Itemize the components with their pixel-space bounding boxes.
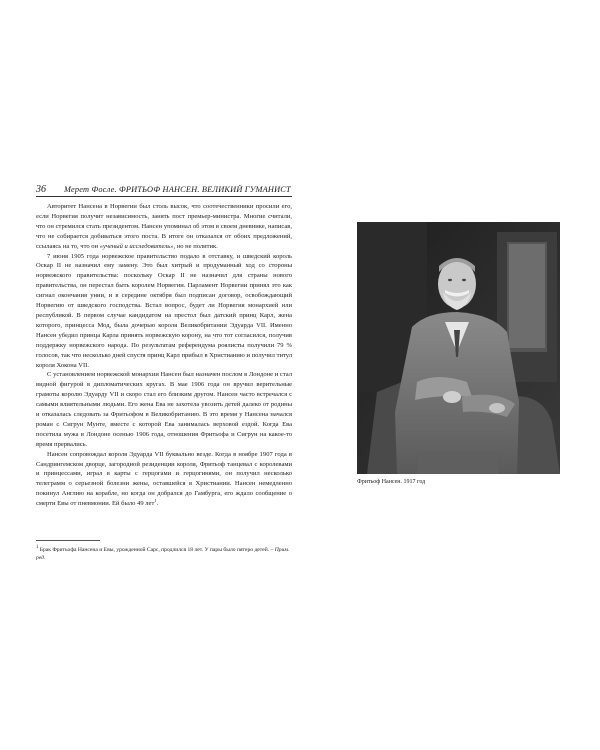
body-text (36, 202, 292, 509)
editor-note: Прим. ред. (36, 546, 290, 562)
paragraph: Нансен сопровождал короля Эдуарда VII буквально везде. Когда в ноябре 1907 года в Сандрингемском дворце, загородной резиденции короля, Фритьоф танцевал с королевами и принцессами, играл в карты с герцогами и герцогинями, он получил несколько телеграмм о серьезной болезни жены, оставшейся в Христиании. Нансен немедленно покинул Англию на корабле, но когда он добрался до Гамбурга, его ждало сообщение о смерти Евы от пневмонии. Ей было 49 лет$^1$. (36, 450, 292, 508)
footnote (36, 544, 292, 562)
page-number: 36 (36, 184, 46, 195)
running-header (36, 183, 292, 197)
paragraph: 7 июня 1905 года норвежское правительство подало в отставку, и шведский король Оскар II не назначил ему замену. Это был хитрый и продуманный ход со стороны норвежского правительства: поскольку Оскар II не назначил для страны нового правительства, он перестал быть королем Норвегии. Парламент Норвегии принял это как сигнал окончания унии, и в середине октября был подписан договор, освобождающий Норвегию от шведского господства. Встал вопрос, будет ли Норвегия монархией или республикой. В первом случае кандидатом на престол был датский принц Карл, жена которого, принцесса Мод, была дочерью короля Великобритании Эдуарда VII. Именно Нансен убедил принца Карла принять норвежскую корону, на что тот согласился, получив поддержку норвежского народа. По результатам референдума роялисты получили 79 % голосов, так что несколько дней спустя принц Карл прибыл в Христианию и получил титул короля Хокона VII. (36, 252, 292, 369)
portrait-photo (357, 222, 560, 474)
photo-caption: Фритьоф Нансен. 1917 год (357, 479, 426, 485)
portrait-illustration (357, 222, 560, 474)
footnote-reference: 1 (154, 498, 157, 504)
footnote-rule (36, 540, 100, 541)
paragraph: С установлением норвежской монархии Нансен был назначен послом в Лондоне и стал видной фигурой в дипломатических кругах. В мае 1906 года он вручил верительные грамоты королю Эдуарду VII и скоро стал его близким другом. Нансен часто встречался с самыми влиятельными людьми. Его жена Ева не захотела увозить детей далеко от родины и отказалась следовать за Фритьофом в Великобританию. В это время у Нансена начался роман с Сигрун Мунте, вместе с которой Ева занималась верховой ездой. Когда Ева посетила мужа в Лондоне осенью 1906 года, отношения Фритьофа и Сигрун на какое-то время прервались. (36, 371, 292, 448)
running-title: Мерет Фосле. ФРИТЬОФ НАНСЕН. ВЕЛИКИЙ ГУМАНИСТ (64, 185, 291, 194)
header-rule (36, 196, 292, 197)
footnote-marker: 1 (36, 545, 39, 550)
footnote-text: Брак Фритьофа Нансена и Евы, урожденной Сарс, продлился 18 лет. У пары было пятеро детей. – (38, 546, 275, 553)
quoted-phrase: «ученый и исследователь» (99, 242, 174, 250)
paragraph: Авторитет Нансена в Норвегии был столь высок, что соотечественники просили его, если Норвегия получит независимость, занять пост премьер-министра. Многие считали, что он стремился стать президентом. Нансен упоминал об этом в своем дневнике, написав, что не собирается добиваться этого поста. В итоге он отказался от обоих предложений, ссылаясь на то, что он «ученый и исследователь», но не политик. (36, 203, 292, 250)
